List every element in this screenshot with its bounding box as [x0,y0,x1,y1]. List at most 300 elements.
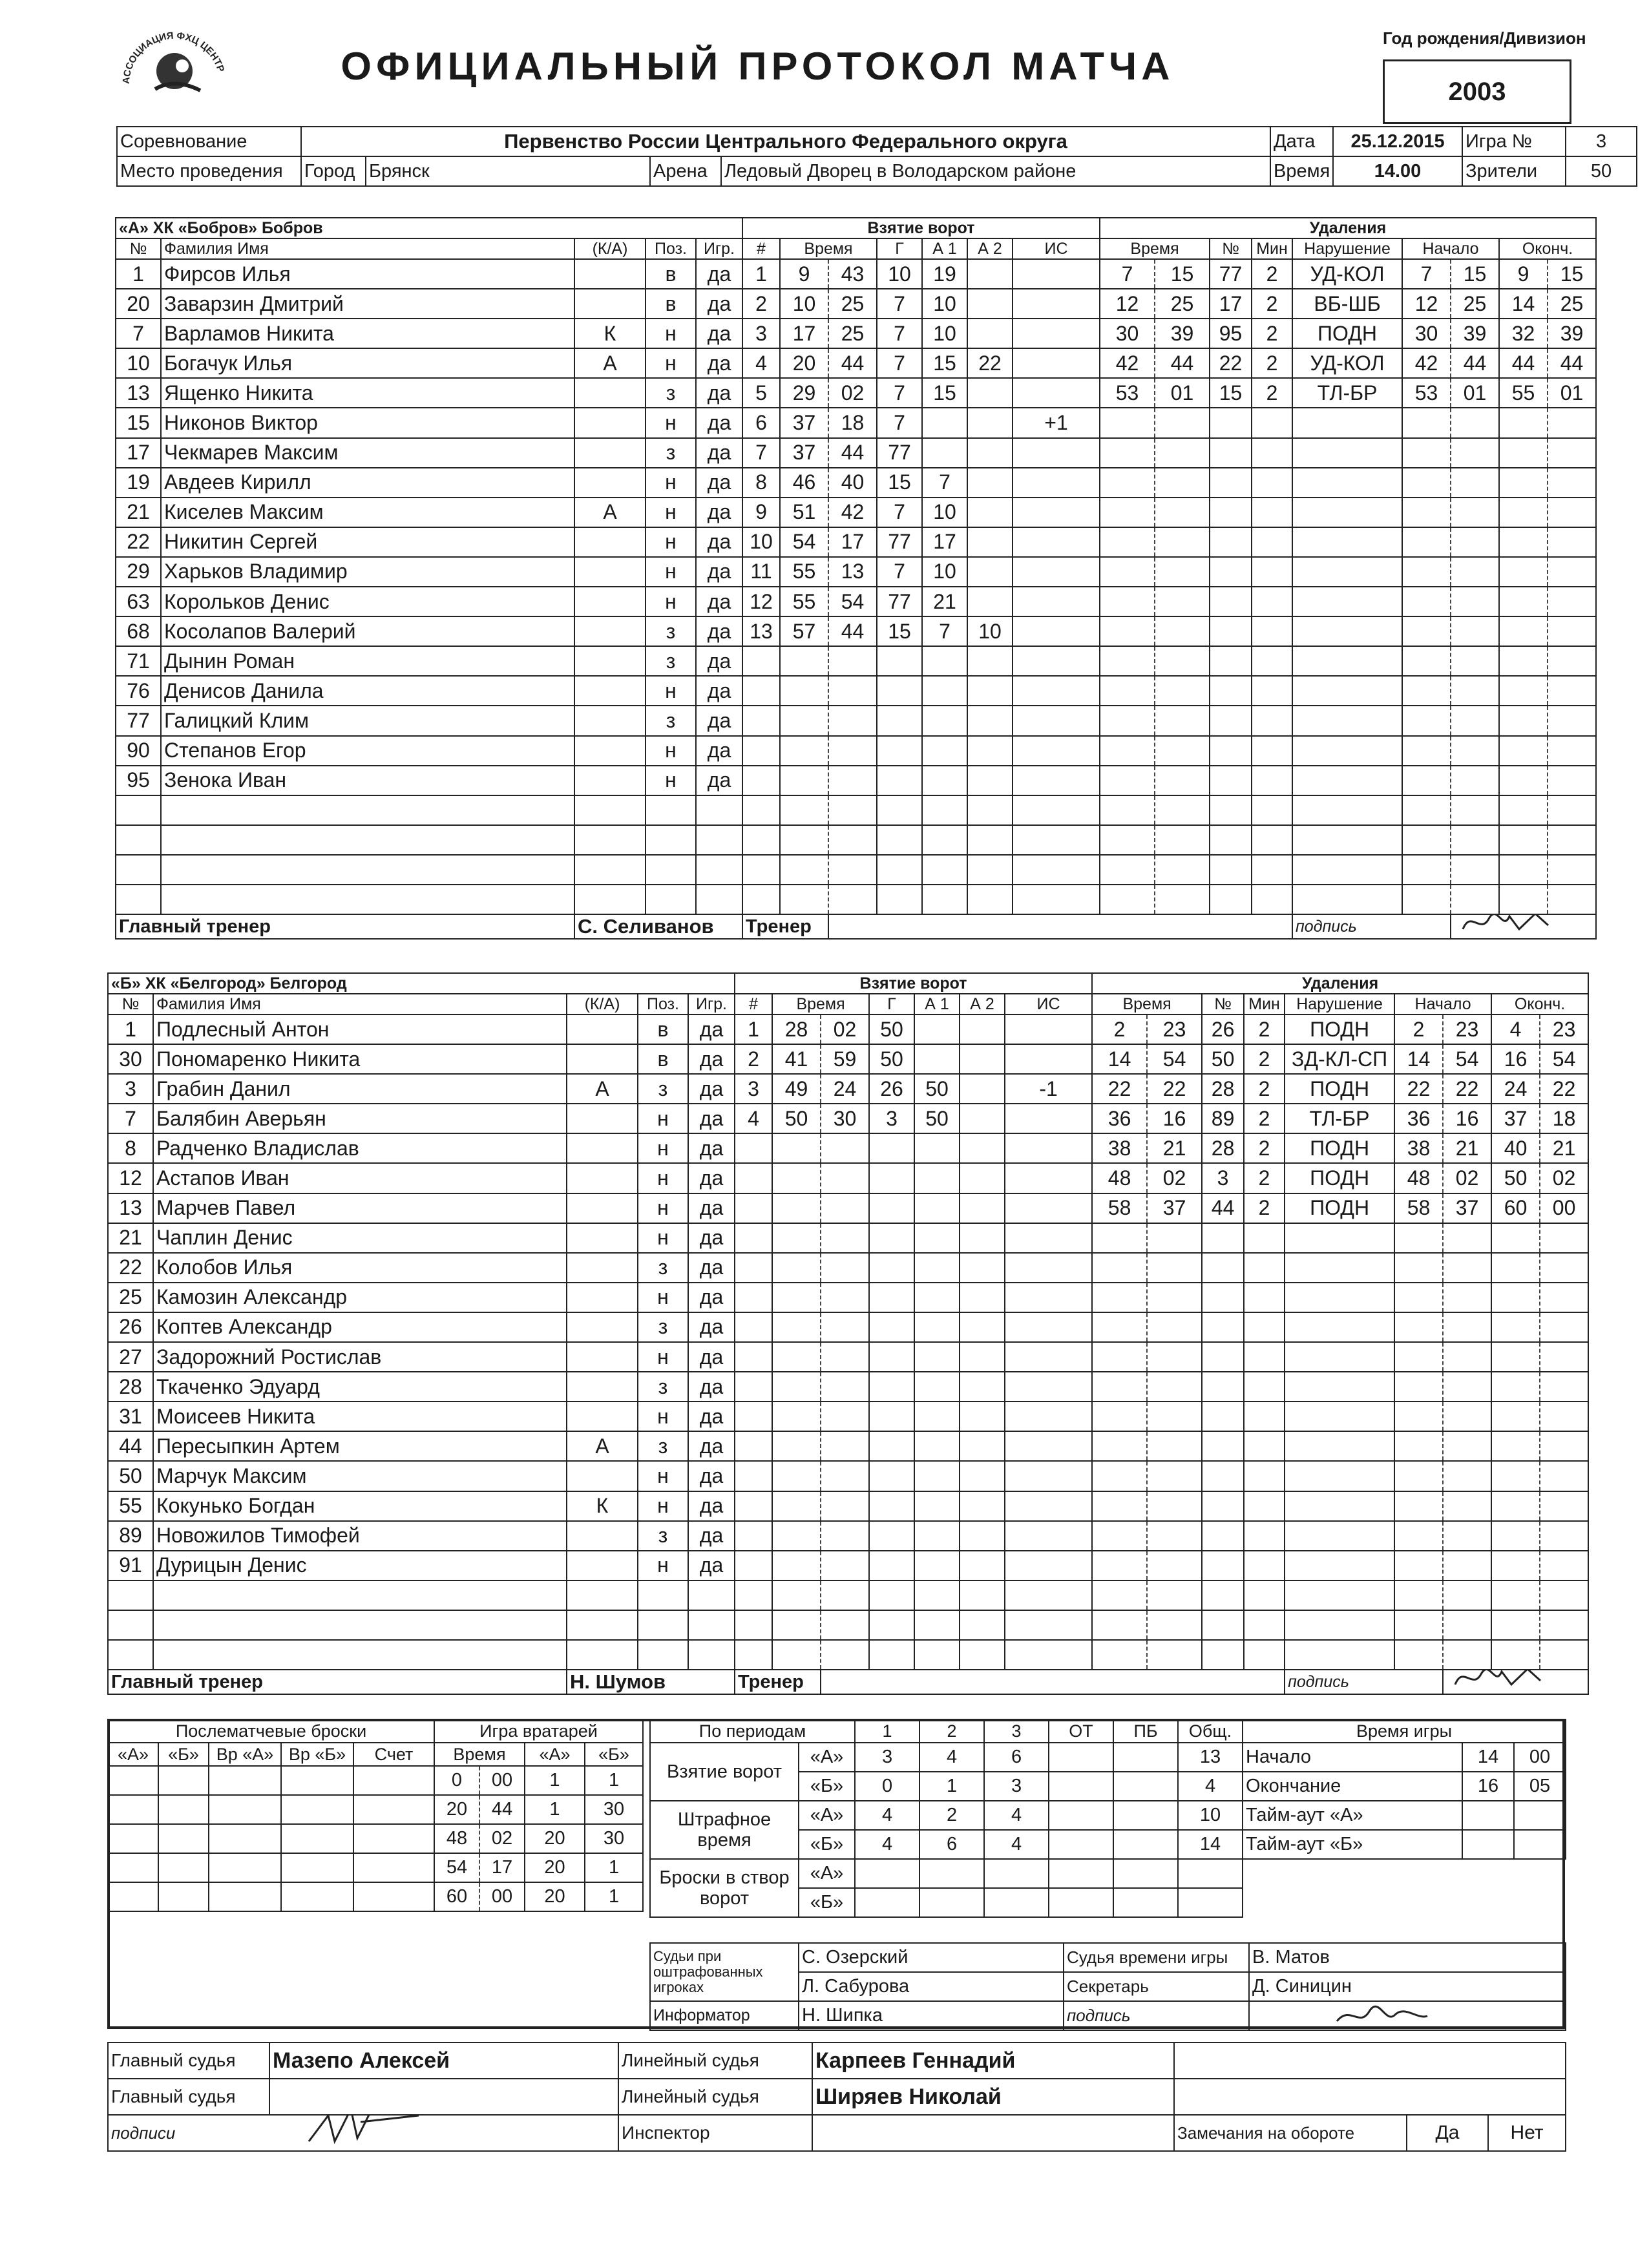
penalty-player: 44 [1202,1193,1244,1223]
goal-scorer [877,766,922,795]
penalty-end-minute: 37 [1491,1104,1540,1133]
goal-number [742,766,780,795]
penalty-minute: 42 [1100,348,1155,378]
penalty-infraction [1292,616,1402,646]
penalty-start-minute [1394,1342,1443,1372]
penalty-minute [1092,1461,1147,1491]
goalie-a: 20 [525,1853,585,1882]
goal-minute [772,1551,821,1580]
goal-second: 25 [828,319,877,348]
goal-minute [780,825,828,855]
penalty-end-second [1540,1580,1588,1610]
penalty-end-minute [1499,855,1548,885]
player-number: 28 [108,1372,153,1402]
penalty-player: 28 [1202,1133,1244,1163]
penalty-player [1202,1253,1244,1283]
goal-situation [1005,1014,1092,1044]
goal-second: 02 [828,378,877,408]
player-name: Моисеев Никита [153,1402,567,1431]
penalty-start-second [1443,1640,1491,1670]
penalty-minute [1092,1402,1147,1431]
penalty-start-second [1451,587,1499,616]
goal-assist-1 [922,646,967,676]
penalty-infraction [1285,1580,1394,1610]
penalty-player [1202,1283,1244,1312]
player-position: н [646,736,696,766]
penalty-minute [1092,1223,1147,1253]
penalty-minute [1100,616,1155,646]
penalty-start-second: 01 [1451,378,1499,408]
col-header: Игр. [696,238,742,259]
shootout-header: «А» [108,1743,158,1766]
penalty-minutes [1252,676,1292,706]
player-played: да [688,1223,735,1253]
player-name [153,1640,567,1670]
start-hours: 14 [1462,1743,1514,1772]
player-row [116,348,1596,378]
period-value: 4 [984,1801,1049,1830]
player-role [567,1580,638,1610]
shootout-title: Послематчевые броски [108,1719,434,1743]
assistant-coach-label: Тренер [742,914,828,939]
col-header: Время [1100,238,1210,259]
goal-situation [1013,676,1100,706]
penalty-end-second [1548,885,1596,914]
player-position: в [646,259,696,289]
penalty-minute: 12 [1100,289,1155,319]
penalty-minute: 53 [1100,378,1155,408]
penalty-player [1210,498,1252,527]
penalty-end-second [1548,438,1596,468]
player-name: Радченко Владислав [153,1133,567,1163]
goal-assist-2 [960,1283,1005,1312]
goal-situation [1005,1461,1092,1491]
penalty-infraction [1285,1551,1394,1580]
goal-assist-2 [967,557,1013,587]
goal-scorer [877,736,922,766]
penalty-infraction [1292,557,1402,587]
penalty-infraction: УД-КОЛ [1292,259,1402,289]
goal-assist-2 [967,319,1013,348]
player-role: А [574,498,646,527]
player-played: да [688,1491,735,1521]
player-row [116,468,1596,498]
penalty-player [1210,825,1252,855]
penalty-start-minute [1402,825,1451,855]
penalty-second: 16 [1147,1104,1202,1133]
penalty-minutes: 2 [1244,1074,1285,1104]
player-name: Ященко Никита [161,378,574,408]
penalty-infraction [1285,1431,1394,1461]
date-label: Дата [1270,127,1333,156]
goal-assist-1 [914,1133,960,1163]
player-played [688,1580,735,1610]
penalty-start-second [1443,1521,1491,1551]
penalty-minute [1100,438,1155,468]
goal-second [821,1193,869,1223]
penalty-infraction [1285,1461,1394,1491]
penalty-start-second [1443,1223,1491,1253]
goal-minute [772,1461,821,1491]
goal-assist-2 [960,1014,1005,1044]
player-role [574,259,646,289]
penalty-infraction: ТЛ-БР [1285,1104,1394,1133]
penalty-infraction: ПОДН [1285,1074,1394,1104]
player-name: Пересыпкин Артем [153,1431,567,1461]
penalty-infraction [1285,1312,1394,1342]
player-played: да [696,587,742,616]
penalty-end-minute: 9 [1499,259,1548,289]
goal-situation [1013,319,1100,348]
penalty-start-minute [1402,766,1451,795]
penalty-player: 3 [1202,1163,1244,1193]
goal-assist-2 [967,706,1013,735]
penalty-start-minute: 42 [1402,348,1451,378]
player-number: 27 [108,1342,153,1372]
player-number: 7 [116,319,161,348]
player-played: да [696,527,742,557]
player-number: 22 [116,527,161,557]
linesman-1-value: Карпеев Геннадий [812,2042,1174,2079]
player-name: Богачук Илья [161,348,574,378]
penalty-start-second: 37 [1443,1193,1491,1223]
penalty-minute [1100,498,1155,527]
player-position: н [646,676,696,706]
goal-minute: 20 [780,348,828,378]
time-label: Время [1270,156,1333,186]
period-team: «Б» [799,1888,855,1917]
goal-situation [1013,706,1100,735]
player-role [574,676,646,706]
goal-assist-1: 10 [922,319,967,348]
goal-scorer [869,1372,914,1402]
player-row [108,1461,1588,1491]
player-role [574,825,646,855]
player-number: 22 [108,1253,153,1283]
col-header: Время [1092,994,1202,1014]
penalty-player [1202,1491,1244,1521]
goal-number: 9 [742,498,780,527]
penalty-second [1155,468,1210,498]
player-name [153,1610,567,1640]
penalty-end-minute [1499,736,1548,766]
penalty-minute: 22 [1092,1074,1147,1104]
penalty-start-second [1451,855,1499,885]
goalies-table [434,1719,644,1912]
penalty-end-second [1548,795,1596,825]
player-number: 25 [108,1283,153,1312]
penalty-start-second: 16 [1443,1104,1491,1133]
goalie-change-minute: 20 [434,1795,479,1824]
period-team: «Б» [799,1830,855,1859]
player-position: з [646,646,696,676]
penalty-player [1210,676,1252,706]
penalty-start-minute: 58 [1394,1193,1443,1223]
period-value: 4 [855,1830,919,1859]
col-header: № [116,238,161,259]
date-value: 25.12.2015 [1333,127,1462,156]
penalty-minutes [1252,527,1292,557]
penalty-infraction [1292,736,1402,766]
player-name: Косолапов Валерий [161,616,574,646]
player-row [108,1342,1588,1372]
col-header: Нарушение [1285,994,1394,1014]
game-time-table [1242,1719,1566,1860]
penalty-second [1147,1402,1202,1431]
penalty-second [1155,646,1210,676]
penalty-end-second [1548,855,1596,885]
goal-minute [780,676,828,706]
goal-number: 3 [742,319,780,348]
goal-assist-1: 50 [914,1074,960,1104]
goal-number [735,1283,772,1312]
player-played: да [696,498,742,527]
player-name: Денисов Данила [161,676,574,706]
penalty-end-minute [1491,1431,1540,1461]
penalty-minutes [1244,1491,1285,1521]
goal-scorer [869,1521,914,1551]
goal-minute [780,646,828,676]
goal-scorer [869,1610,914,1640]
penalty-minute [1092,1491,1147,1521]
penalty-start-second [1443,1372,1491,1402]
player-position: н [646,319,696,348]
goal-scorer [869,1342,914,1372]
player-role [567,1551,638,1580]
period-header: 2 [919,1719,984,1743]
goal-situation [1013,646,1100,676]
end-label: Окончание [1243,1772,1462,1801]
period-header: 1 [855,1719,919,1743]
penalty-minute [1100,587,1155,616]
penalty-minutes [1244,1372,1285,1402]
goal-assist-1: 10 [922,557,967,587]
player-number [116,855,161,885]
penalty-start-minute [1402,736,1451,766]
player-played: да [696,289,742,319]
penalty-end-minute: 32 [1499,319,1548,348]
penalty-start-second [1443,1283,1491,1312]
goal-situation [1013,468,1100,498]
player-position: н [638,1461,688,1491]
goal-number [735,1610,772,1640]
period-row [650,1859,1243,1888]
penalty-minutes [1244,1283,1285,1312]
penalty-start-second [1451,557,1499,587]
penalty-end-second [1540,1283,1588,1312]
player-position [638,1640,688,1670]
penalty-minutes [1244,1312,1285,1342]
goal-situation [1005,1372,1092,1402]
player-position: н [638,1551,688,1580]
team-title: «А» ХК «Бобров» Бобров [116,218,742,238]
referee-signature-icon [302,2115,445,2148]
player-position [646,885,696,914]
penalty-player [1210,885,1252,914]
player-played: да [696,557,742,587]
col-header: Поз. [646,238,696,259]
goal-situation [1005,1521,1092,1551]
goal-scorer [869,1431,914,1461]
penalty-end-second [1548,468,1596,498]
goal-number: 5 [742,378,780,408]
player-position: н [646,498,696,527]
penalty-second [1155,438,1210,468]
col-header: Фамилия Имя [153,994,567,1014]
goal-situation [1013,438,1100,468]
penalty-end-minute [1499,498,1548,527]
period-team: «А» [799,1801,855,1830]
period-value: 10 [1178,1801,1243,1830]
goal-minute [772,1342,821,1372]
player-row [108,1133,1588,1163]
penalty-infraction [1292,438,1402,468]
player-position: н [638,1193,688,1223]
goal-assist-1 [922,885,967,914]
goal-assist-2 [960,1610,1005,1640]
penalty-end-second [1548,587,1596,616]
penalty-start-minute: 36 [1394,1104,1443,1133]
penalty-start-minute: 30 [1402,319,1451,348]
penalty-infraction: ПОДН [1285,1163,1394,1193]
penalty-player [1210,795,1252,825]
goal-second: 17 [828,527,877,557]
player-row [108,1014,1588,1044]
player-played: да [696,319,742,348]
penalty-end-minute [1491,1253,1540,1283]
player-position: з [646,438,696,468]
penalty-minutes: 2 [1244,1104,1285,1133]
signatures-cell [108,2115,618,2151]
goal-scorer [877,795,922,825]
goal-minute [772,1580,821,1610]
penalty-start-minute [1402,498,1451,527]
penalty-player [1210,527,1252,557]
player-played: да [688,1014,735,1044]
period-value [1113,1801,1178,1830]
player-number: 44 [108,1431,153,1461]
goal-assist-2 [960,1431,1005,1461]
player-played [696,855,742,885]
penalty-end-second [1540,1640,1588,1670]
penalty-start-second [1451,468,1499,498]
penalty-minutes: 2 [1252,289,1292,319]
penalty-second [1155,408,1210,437]
penalty-start-second [1451,706,1499,735]
goal-scorer: 77 [877,438,922,468]
penalty-end-minute [1499,587,1548,616]
penalty-start-second [1451,527,1499,557]
penalty-end-second [1540,1223,1588,1253]
penalty-minute [1092,1342,1147,1372]
penalty-second: 15 [1155,259,1210,289]
penalty-end-minute: 16 [1491,1044,1540,1074]
player-position: з [646,616,696,646]
penalty-second [1147,1580,1202,1610]
goal-number [742,885,780,914]
goal-second: 44 [828,616,877,646]
player-role: А [574,348,646,378]
goal-assist-1 [914,1402,960,1431]
end-hours: 16 [1462,1772,1514,1801]
player-position [646,825,696,855]
penalty-end-minute: 4 [1491,1014,1540,1044]
penalty-end-second [1540,1253,1588,1283]
goal-situation [1013,766,1100,795]
player-position: н [638,1342,688,1372]
player-position [646,795,696,825]
player-row [116,438,1596,468]
penalty-start-minute [1402,557,1451,587]
goal-minute [772,1312,821,1342]
goal-assist-1 [922,825,967,855]
player-played: да [696,766,742,795]
player-role: К [574,319,646,348]
player-name: Астапов Иван [153,1163,567,1193]
player-role [574,855,646,885]
goal-assist-1: 7 [922,616,967,646]
goal-assist-2 [967,736,1013,766]
penalty-second: 44 [1155,348,1210,378]
penalty-end-second [1540,1402,1588,1431]
player-played: да [696,646,742,676]
goal-assist-1 [914,1640,960,1670]
penalty-player: 50 [1202,1044,1244,1074]
penalty-player [1202,1521,1244,1551]
goal-assist-2 [967,378,1013,408]
goal-scorer: 7 [877,378,922,408]
goal-number: 3 [735,1074,772,1104]
col-header: Время [780,238,877,259]
player-number: 21 [108,1223,153,1253]
goal-minute: 57 [780,616,828,646]
player-position: н [646,587,696,616]
penalty-player: 22 [1210,348,1252,378]
goal-number [735,1312,772,1342]
goalie-change-second: 00 [479,1882,525,1911]
player-row [116,676,1596,706]
col-header: Нарушение [1292,238,1402,259]
penalty-second [1155,825,1210,855]
player-name: Варламов Никита [161,319,574,348]
penalty-end-second [1548,408,1596,437]
goal-second: 30 [821,1104,869,1133]
player-row [116,766,1596,795]
player-role [574,587,646,616]
penalty-start-minute [1394,1461,1443,1491]
penalty-infraction [1292,587,1402,616]
player-played: да [696,438,742,468]
penalty-infraction [1292,646,1402,676]
periods-table [649,1719,1243,1918]
goal-second: 02 [821,1014,869,1044]
player-position: н [638,1223,688,1253]
period-header: 3 [984,1719,1049,1743]
penalty-end-second [1540,1521,1588,1551]
goal-assist-1 [922,855,967,885]
penalty-minute [1092,1610,1147,1640]
goal-assist-1 [914,1312,960,1342]
goal-second: 24 [821,1074,869,1104]
penalty-end-second: 21 [1540,1133,1588,1163]
penalty-second [1147,1491,1202,1521]
period-value [1113,1830,1178,1859]
penalty-infraction [1292,766,1402,795]
goal-scorer [869,1283,914,1312]
player-row [116,527,1596,557]
goal-minute: 37 [780,408,828,437]
penalty-second: 21 [1147,1133,1202,1163]
